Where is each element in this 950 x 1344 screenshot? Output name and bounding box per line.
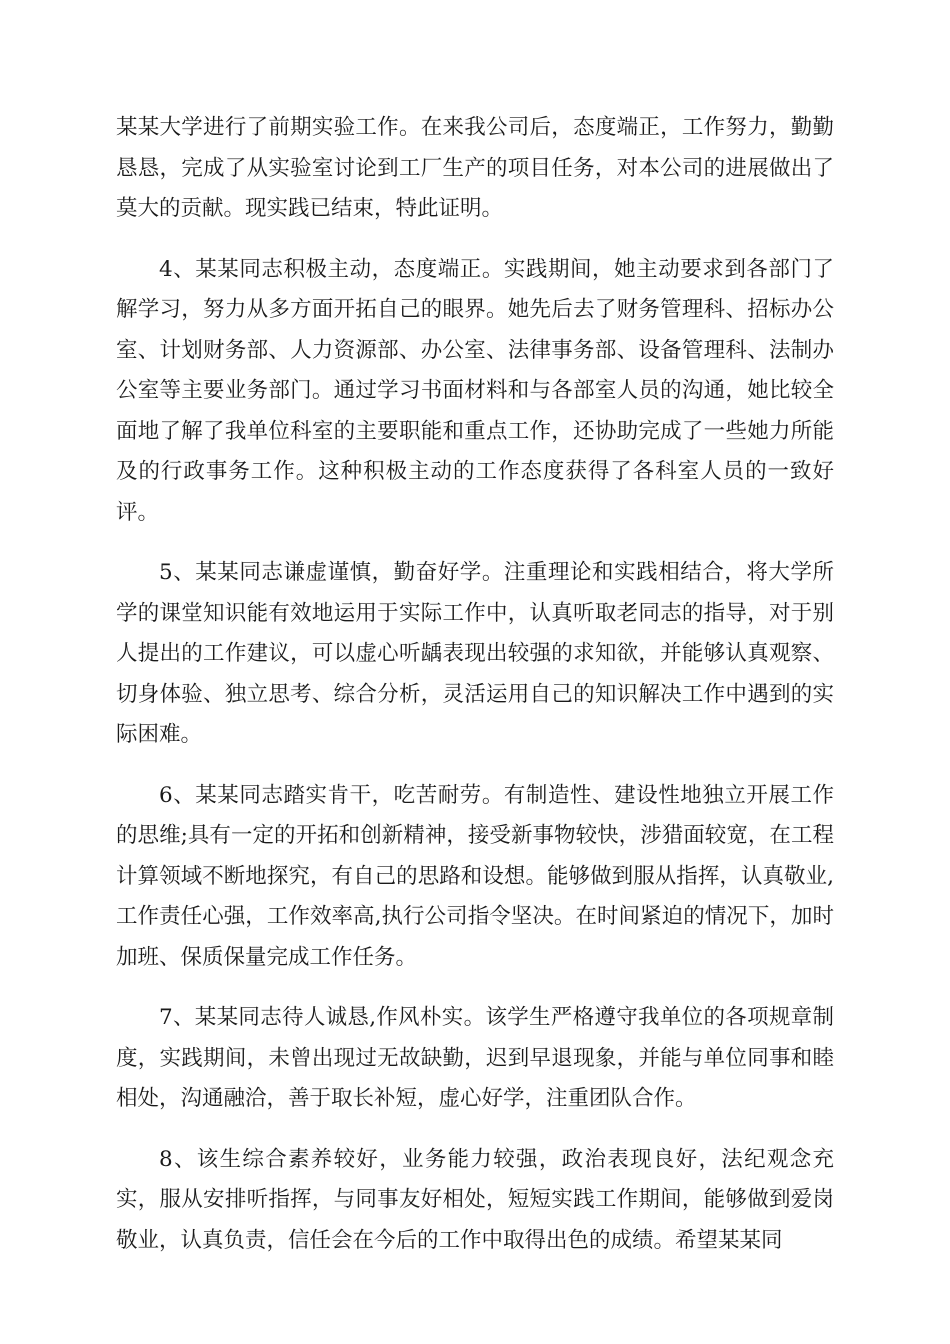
paragraph-item-7: 7、某某同志待人诚恳,作风朴实。该学生严格遵守我单位的各项规章制度，实践期间，未曾出现过无故缺勤，迟到早退现象，并能与单位同事和睦相处，沟通融洽，善于取长补短，虚心好学，注重团队合作。 (116, 1005, 834, 1111)
paragraph-item-8: 8、该生综合素养较好，业务能力较强，政治表现良好，法纪观念充实，服从安排听指挥，与同事友好相处，短短实践工作期间，能够做到爱岗敬业，认真负责，信任会在今后的工作中取得出色的成绩。希望某某同 (116, 1146, 834, 1253)
paragraph-item-4: 4、某某同志积极主动，态度端正。实践期间，她主动要求到各部门了解学习，努力从多方面开拓自己的眼界。她先后去了财务管理科、招标办公室、计划财务部、人力资源部、办公室、法律事务部、设备管理科、法制办公室等主要业务部门。通过学习书面材料和与各部室人员的沟通，她比较全面地了解了我单位科室的主要职能和重点工作，还协助完成了一些她力所能及的行政事务工作。这种积极主动的工作态度获得了各科室人员的一致好评。 (116, 256, 834, 525)
paragraph-item-5: 5、某某同志谦虚谨慎，勤奋好学。注重理论和实践相结合，将大学所学的课堂知识能有效地运用于实际工作中，认真听取老同志的指导，对于别人提出的工作建议，可以虚心听龋表现出较强的求知欲，并能够认真观察、切身体验、独立思考、综合分析，灵活运用自己的知识解决工作中遇到的实际困难。 (116, 560, 834, 747)
document-body (116, 108, 834, 1281)
paragraph-item-6: 6、某某同志踏实肯干，吃苦耐劳。有制造性、建设性地独立开展工作的思维;具有一定的开拓和创新精神，接受新事物较快，涉猎面较宽，在工程计算领域不断地探究，有自己的思路和设想。能够做到服从指挥，认真敬业,工作责任心强，工作效率高,执行公司指令坚决。在时间紧迫的情况下，加时加班、保质保量完成工作任务。 (116, 782, 834, 970)
paragraph-continuation: 某某大学进行了前期实验工作。在来我公司后，态度端正，工作努力，勤勤恳恳，完成了从实验室讨论到工厂生产的项目任务，对本公司的进展做出了莫大的贡献。现实践已结束，特此证明。 (116, 115, 834, 221)
